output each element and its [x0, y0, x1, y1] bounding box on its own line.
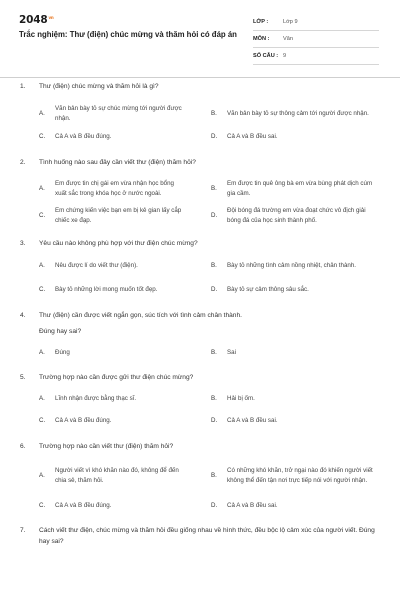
question-prompt: Thư (điện) chúc mừng và thăm hỏi là gì?	[39, 83, 159, 90]
site-logo[interactable]	[19, 14, 54, 26]
option-text: Đội bóng đá trường em vừa đoạt chức vô địch giải bóng đá của học sinh thành phố.	[227, 207, 366, 224]
question-1	[0, 81, 400, 148]
option-text: Cả A và B đều sai.	[227, 133, 278, 140]
option-grid	[0, 176, 400, 230]
option-letter: B.	[211, 349, 217, 356]
option-text: Cả A và B đều sai.	[227, 417, 278, 424]
option-letter: A.	[39, 185, 45, 192]
question-3	[0, 238, 400, 301]
option-a[interactable]	[0, 388, 200, 410]
option-c[interactable]	[0, 495, 200, 517]
option-letter: C.	[39, 286, 46, 293]
option-text: Người viết vì khó khăn nào đó, không để đến chia sẻ, thăm hỏi.	[55, 467, 179, 484]
question-prompt: Trường hợp nào cần viết thư (điện) thăm hỏi?	[39, 443, 174, 450]
question-text	[0, 238, 400, 249]
option-b[interactable]	[200, 101, 400, 126]
option-b[interactable]	[200, 457, 400, 495]
option-a[interactable]	[0, 176, 200, 202]
option-c[interactable]	[0, 279, 200, 301]
question-number: 4.	[20, 312, 26, 319]
meta-row-count	[253, 48, 379, 65]
option-letter: C.	[39, 133, 46, 140]
option-text: Em được tin quê ông bà em vừa bùng phát dịch cúm gia cầm.	[227, 180, 373, 197]
meta-value: 9	[283, 53, 287, 59]
option-text: Văn bản bày tỏ sự thông cảm tới người được nhận.	[227, 109, 369, 117]
option-a[interactable]	[0, 253, 200, 279]
question-6	[0, 441, 400, 517]
header-divider	[0, 77, 400, 78]
option-b[interactable]	[200, 342, 400, 364]
question-prompt: Tình huống nào sau đây cần viết thư (điện) thăm hỏi?	[39, 159, 196, 166]
question-subtext: Đúng hay sai?	[39, 328, 82, 335]
option-a[interactable]	[0, 457, 200, 495]
option-letter: A.	[39, 349, 45, 356]
option-text: Cả A và B đều sai.	[227, 502, 278, 509]
option-d[interactable]	[200, 279, 400, 301]
option-c[interactable]	[0, 202, 200, 230]
option-text: Sai	[227, 349, 236, 356]
question-text	[0, 525, 400, 547]
option-text: Đúng	[55, 349, 70, 356]
question-number: 7.	[20, 527, 26, 534]
option-letter: D.	[211, 286, 218, 293]
meta-key: MÔN :	[253, 36, 270, 42]
option-letter: D.	[211, 502, 218, 509]
question-number: 6.	[20, 443, 26, 450]
option-letter: A.	[39, 262, 45, 269]
question-prompt: Yêu cầu nào không phù hợp với thư điện chúc mừng?	[39, 240, 198, 247]
option-letter: B.	[211, 395, 217, 402]
question-prompt: Cách viết thư điện, chúc mừng và thăm hỏi đều giống nhau về hình thức, đều bộc lộ cảm xúc của người viết. Đúng hay sai?	[39, 527, 375, 545]
option-text: Em chứng kiến việc bạn em bị kẻ gian lấy cắp chiếc xe đạp.	[55, 207, 182, 224]
option-c[interactable]	[0, 410, 200, 432]
option-c[interactable]	[0, 126, 200, 148]
question-text	[0, 310, 400, 321]
meta-value: Văn	[283, 36, 293, 42]
meta-key: LỚP :	[253, 19, 269, 25]
option-grid	[0, 101, 400, 148]
option-d[interactable]	[200, 410, 400, 432]
question-number: 1.	[20, 83, 26, 90]
option-d[interactable]	[200, 202, 400, 230]
page-header	[0, 0, 400, 76]
meta-table	[253, 14, 379, 65]
option-text: Có những khó khăn, trở ngại nào đó khiến người viết không thể đến tận nơi trực tiếp nói với người nhận.	[227, 467, 373, 484]
logo-text: 2048	[19, 14, 48, 26]
option-letter: B.	[211, 472, 217, 479]
option-letter: A.	[39, 395, 45, 402]
question-list	[0, 81, 400, 547]
meta-key: SỐ CÂU :	[253, 53, 279, 59]
question-prompt: Trường hợp nào cần được gửi thư điện chúc mừng?	[39, 374, 194, 381]
option-text: Bày tỏ những lời mong muốn tốt đẹp.	[55, 286, 158, 293]
option-text: Bày tỏ những tình cảm nồng nhiệt, chân thành.	[227, 262, 357, 269]
question-5	[0, 372, 400, 432]
question-prompt: Thư (điện) cần được viết ngắn gọn, súc tích với tình cảm chân thành.	[39, 312, 242, 319]
option-text: Em được tin chị gái em vừa nhận học bổng xuất sắc trong khóa học ở nước ngoài.	[55, 180, 174, 197]
option-d[interactable]	[200, 126, 400, 148]
option-letter: C.	[39, 502, 46, 509]
option-letter: C.	[39, 417, 46, 424]
option-letter: D.	[211, 212, 218, 219]
meta-value: Lớp 9	[283, 19, 298, 25]
question-text	[0, 441, 400, 452]
option-d[interactable]	[200, 495, 400, 517]
question-number: 3.	[20, 240, 26, 247]
meta-row-class	[253, 14, 379, 31]
option-grid	[0, 457, 400, 517]
option-letter: B.	[211, 185, 217, 192]
question-number: 5.	[20, 374, 26, 381]
question-number: 2.	[20, 159, 26, 166]
option-letter: D.	[211, 133, 218, 140]
option-text: Cả A và B đều đúng.	[55, 133, 112, 140]
option-text: Cả A và B đều đúng.	[55, 417, 112, 424]
option-grid	[0, 342, 400, 364]
option-grid	[0, 253, 400, 301]
option-b[interactable]	[200, 176, 400, 202]
question-2	[0, 157, 400, 230]
option-letter: D.	[211, 417, 218, 424]
option-letter: B.	[211, 262, 217, 269]
option-text: Lĩnh nhận được bằng thạc sĩ.	[55, 395, 137, 402]
option-a[interactable]	[0, 101, 200, 126]
option-text: Cả A và B đều đúng.	[55, 502, 112, 509]
option-b[interactable]	[200, 253, 400, 279]
document-title: Trắc nghiệm: Thư (điện) chúc mừng và thăm hỏi có đáp án	[19, 30, 237, 39]
meta-row-subject	[253, 31, 379, 48]
logo-suffix: vn	[48, 14, 54, 20]
option-text: Bày tỏ sự cảm thông sâu sắc.	[227, 286, 309, 293]
option-text: Nêu được lí do viết thư (điện).	[55, 262, 138, 269]
option-grid	[0, 388, 400, 432]
question-4	[0, 310, 400, 364]
option-letter: B.	[211, 109, 217, 117]
question-text	[0, 372, 400, 383]
option-letter: A.	[39, 109, 45, 117]
question-text	[0, 157, 400, 168]
option-text: Hải bị ốm.	[227, 395, 255, 402]
question-7	[0, 525, 400, 547]
option-text: Văn bản bày tỏ sự chúc mừng tới người được nhận.	[55, 104, 182, 122]
option-letter: A.	[39, 472, 45, 479]
option-b[interactable]	[200, 388, 400, 410]
option-letter: C.	[39, 212, 46, 219]
option-a[interactable]	[0, 342, 200, 364]
question-text	[0, 81, 400, 92]
